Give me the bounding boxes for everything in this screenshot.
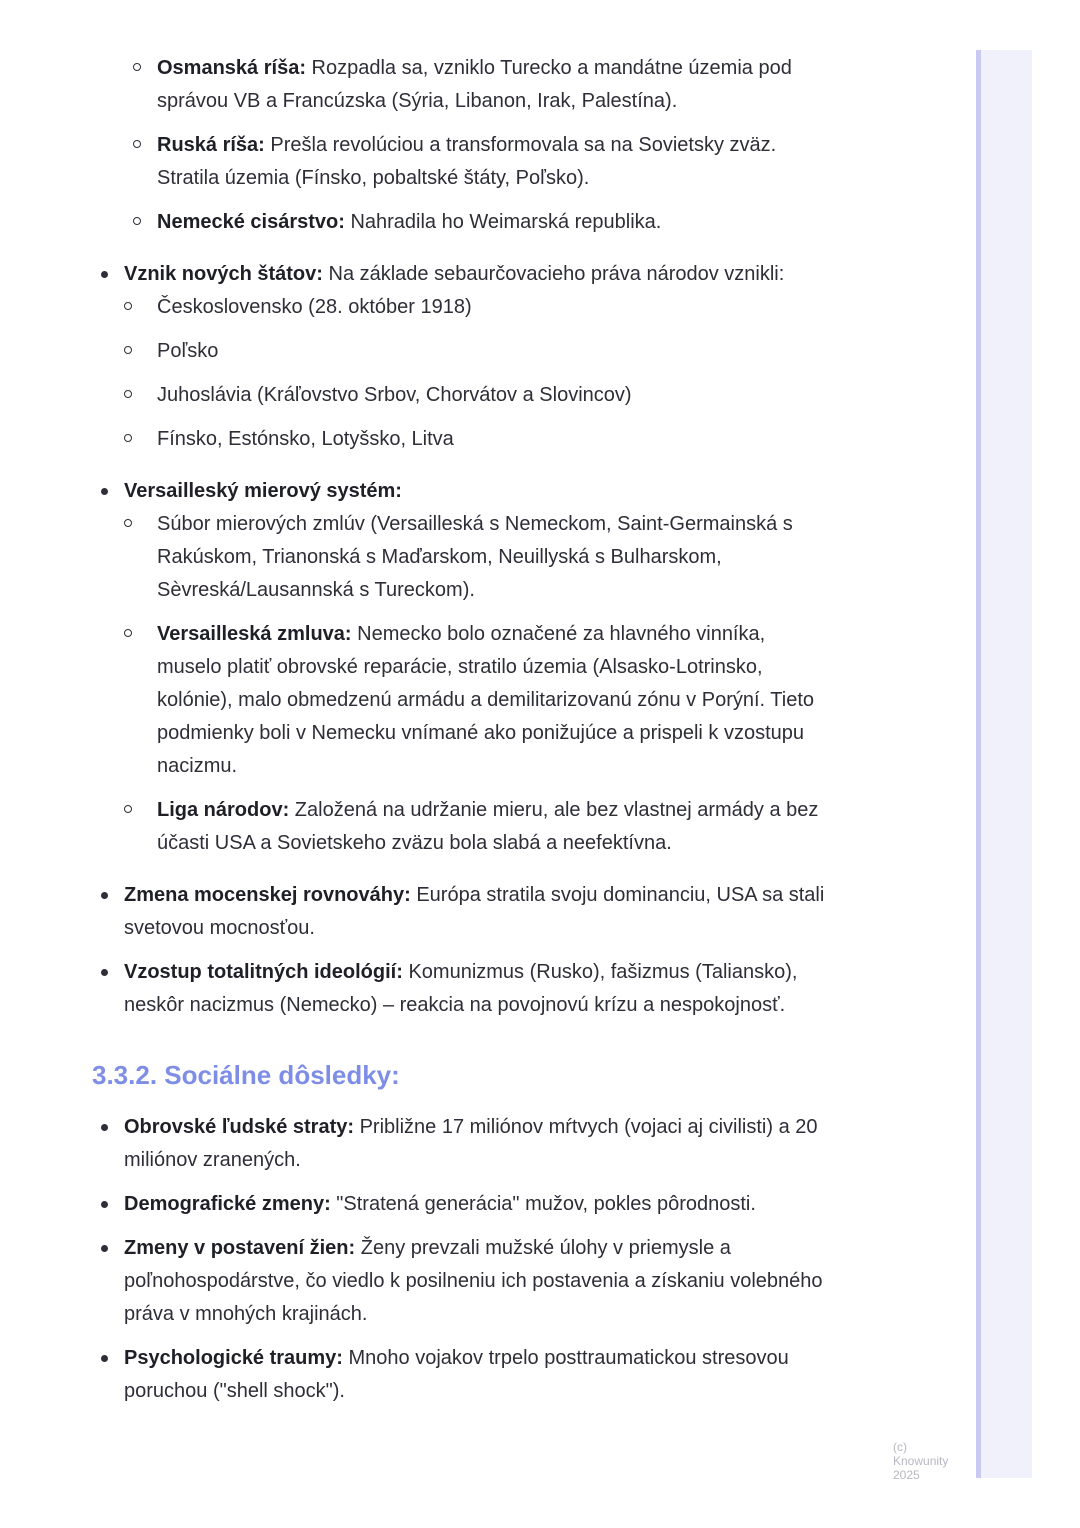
list-item: Zmeny v postavení žien: Ženy prevzali mužské úlohy v priemysle a poľnohospodárstve, čo viedlo k posilneniu ich postavenia a získaniu volebného práva v mnohých krajinách. bbox=[0, 1232, 844, 1331]
section-heading: 3.3.2. Sociálne dôsledky: bbox=[92, 1060, 400, 1090]
social-list bbox=[0, 1111, 844, 1408]
copyright-footer: (c) Knowunity 2025 bbox=[893, 1440, 949, 1482]
list-item: Obrovské ľudské straty: Približne 17 miliónov mŕtvych (vojaci aj civilisti) a 20 miliónov zranených. bbox=[0, 1111, 844, 1177]
list-item: Fínsko, Estónsko, Lotyšsko, Litva bbox=[124, 423, 832, 456]
sidebar-panel bbox=[976, 50, 1032, 1478]
list-item-totalitarian: Vzostup totalitných ideológií: Komunizmus (Rusko), fašizmus (Taliansko), neskôr nacizmus (Nemecko) – reakcia na povojnovú krízu a nespokojnosť. bbox=[0, 956, 844, 1022]
list-item: Juhoslávia (Kráľovstvo Srbov, Chorvátov a Slovincov) bbox=[124, 379, 832, 412]
list-item: Osmanská ríša: Rozpadla sa, vzniklo Turecko a mandátne územia pod správou VB a Francúzska (Sýria, Libanon, Irak, Palestína). bbox=[0, 52, 832, 118]
list-item: Súbor mierových zmlúv (Versailleská s Nemeckom, Saint-Germainská s Rakúskom, Trianonská s Maďarskom, Neuillyská s Bulharskom, Sèvreská/Lausannská s Tureckom). bbox=[124, 508, 832, 607]
list-item-versailles: Versailleský mierový systém: Súbor mierových zmlúv (Versailleská s Nemeckom, Saint-Germainská s Rakúskom, Trianonská s Maďarskom, Neuillyská s Bulharskom, Sèvreská/Lausannská s Tureckom). Versailleská zmluva: Nemecko bolo označené za hlavného vinníka, muselo platiť obrovské reparácie, stratilo územia (Alsasko-Lotrinsko, kolónie), malo obmedzenú armádu a demilitarizovanú zónu v Porýní. Tieto podmienky boli v Nemecku vnímané ako ponižujúce a prispeli k vzostupu nacizmu. Liga národov: Založená na udržanie mieru, ale bez vlastnej armády a bez účasti USA a Sovietskeho zväzu bola slabá a neefektívna. bbox=[0, 475, 844, 860]
empires-list bbox=[0, 52, 832, 250]
list-item: Versailleská zmluva: Nemecko bolo označené za hlavného vinníka, muselo platiť obrovské reparácie, stratilo územia (Alsasko-Lotrinsko, kolónie), malo obmedzenú armádu a demilitarizovanú zónu v Porýní. Tieto podmienky boli v Nemecku vnímané ako ponižujúce a prispeli k vzostupu nacizmu. bbox=[124, 618, 832, 783]
list-item: Psychologické traumy: Mnoho vojakov trpelo posttraumatickou stresovou poruchou ("shell shock"). bbox=[0, 1342, 844, 1408]
list-item-power: Zmena mocenskej rovnováhy: Európa stratila svoju dominanciu, USA sa stali svetovou mocnosťou. bbox=[0, 879, 844, 945]
versailles-sublist bbox=[124, 508, 844, 860]
list-item-new-states: Vznik nových štátov: Na základe sebaurčovacieho práva národov vznikli: Československo (28. október 1918) Poľsko Juhoslávia (Kráľovstvo Srbov, Chorvátov a Slovincov) Fínsko, Estónsko, Lotyšsko, Litva bbox=[0, 258, 844, 456]
list-item: Demografické zmeny: "Stratená generácia" mužov, pokles pôrodnosti. bbox=[0, 1188, 844, 1221]
list-item: Ruská ríša: Prešla revolúciou a transformovala sa na Sovietsky zväz. Stratila územia (Fínsko, pobaltské štáty, Poľsko). bbox=[0, 129, 832, 195]
list-item: Nemecké cisárstvo: Nahradila ho Weimarská republika. bbox=[0, 206, 832, 239]
list-item: Liga národov: Založená na udržanie mieru, ale bez vlastnej armády a bez účasti USA a Sovietskeho zväzu bola slabá a neefektívna. bbox=[124, 794, 832, 860]
list-item: Československo (28. október 1918) bbox=[124, 291, 832, 324]
list-item: Poľsko bbox=[124, 335, 832, 368]
new-states-sublist bbox=[124, 291, 844, 456]
consequences-list bbox=[0, 258, 844, 1022]
sidebar-accent-line bbox=[976, 50, 981, 1478]
